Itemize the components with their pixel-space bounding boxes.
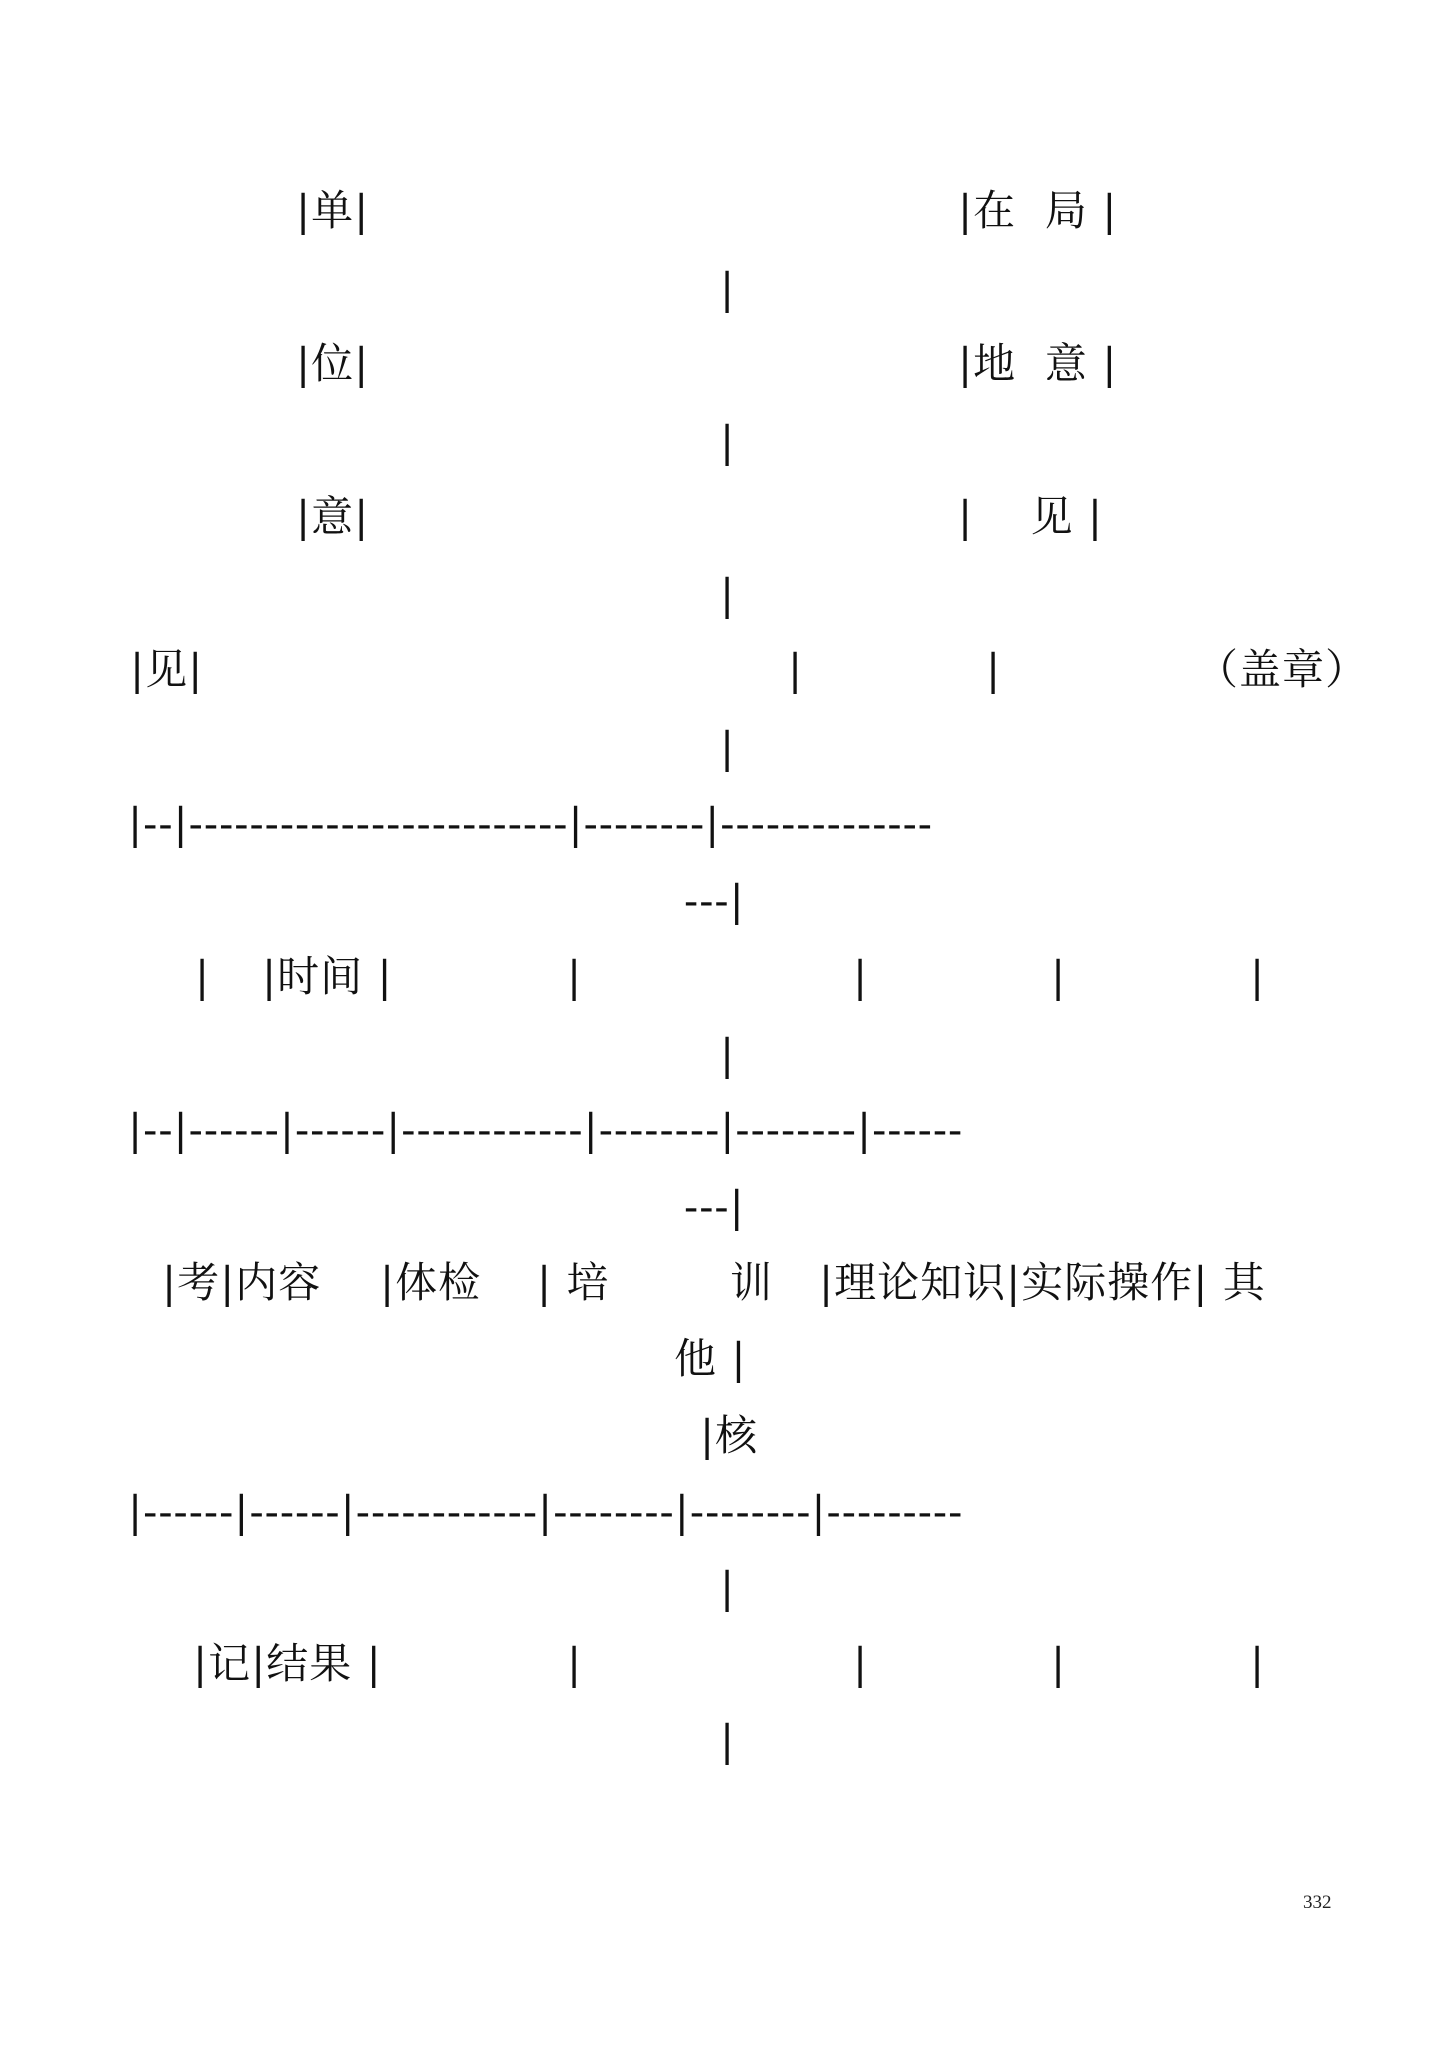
form-row-separator: | (720, 264, 736, 313)
form-row-local-opinion-label: | 见 | (958, 492, 1104, 541)
form-cell-border: | (788, 645, 804, 694)
form-cell-border: | (1051, 952, 1067, 1001)
column-physical-exam: |体检 (380, 1258, 496, 1307)
column-training: | 培 (537, 1258, 610, 1307)
form-cell-border: | (567, 952, 583, 1001)
exam-check-label: |核 (700, 1411, 759, 1460)
table-rule-line: |--|------|------|------------|--------|--------|------ (128, 1105, 964, 1154)
table-rule-line: |--|-------------------------|--------|-------------- (128, 799, 933, 848)
form-row-unit-label: |单| (296, 186, 370, 235)
form-row-unit-label: |见| (130, 645, 204, 694)
page-number: 332 (1303, 1892, 1332, 1913)
seal-placeholder: （盖章） (1196, 645, 1369, 694)
form-cell-border: | (853, 1639, 869, 1688)
form-row-separator: | (720, 1716, 736, 1765)
form-row-separator: | (720, 1563, 736, 1612)
form-row-local-opinion-label: |地 意 | (958, 339, 1118, 388)
form-cell-border: | (1051, 1639, 1067, 1688)
column-theory-practice-other: |理论知识|实际操作| 其 (819, 1258, 1266, 1307)
form-cell-border: | (1250, 952, 1266, 1001)
form-row-local-opinion-label: |在 局 | (958, 186, 1118, 235)
form-row-separator: | (720, 570, 736, 619)
exam-time-label: |时间 | (262, 952, 393, 1001)
exam-content-label: |考|内容 (162, 1258, 322, 1307)
exam-result-label: |记|结果 | (193, 1639, 382, 1688)
form-row-separator: | (720, 1030, 736, 1079)
form-cell-border: | (1250, 1639, 1266, 1688)
table-rule-line: ---| (684, 1182, 745, 1231)
column-other-continued: 他 | (674, 1334, 747, 1383)
column-training-char: 训 (730, 1258, 774, 1307)
form-cell-border: | (567, 1639, 583, 1688)
form-row-separator: | (720, 723, 736, 772)
table-rule-line: ---| (684, 876, 745, 925)
form-row-unit-label: |位| (296, 339, 370, 388)
form-cell-border: | (853, 952, 869, 1001)
form-cell-border: | (986, 645, 1002, 694)
form-row-unit-label: |意| (296, 492, 370, 541)
form-cell-border: | (195, 952, 211, 1001)
table-rule-line: |------|------|------------|--------|--------|--------- (128, 1487, 964, 1536)
form-row-separator: | (720, 417, 736, 466)
